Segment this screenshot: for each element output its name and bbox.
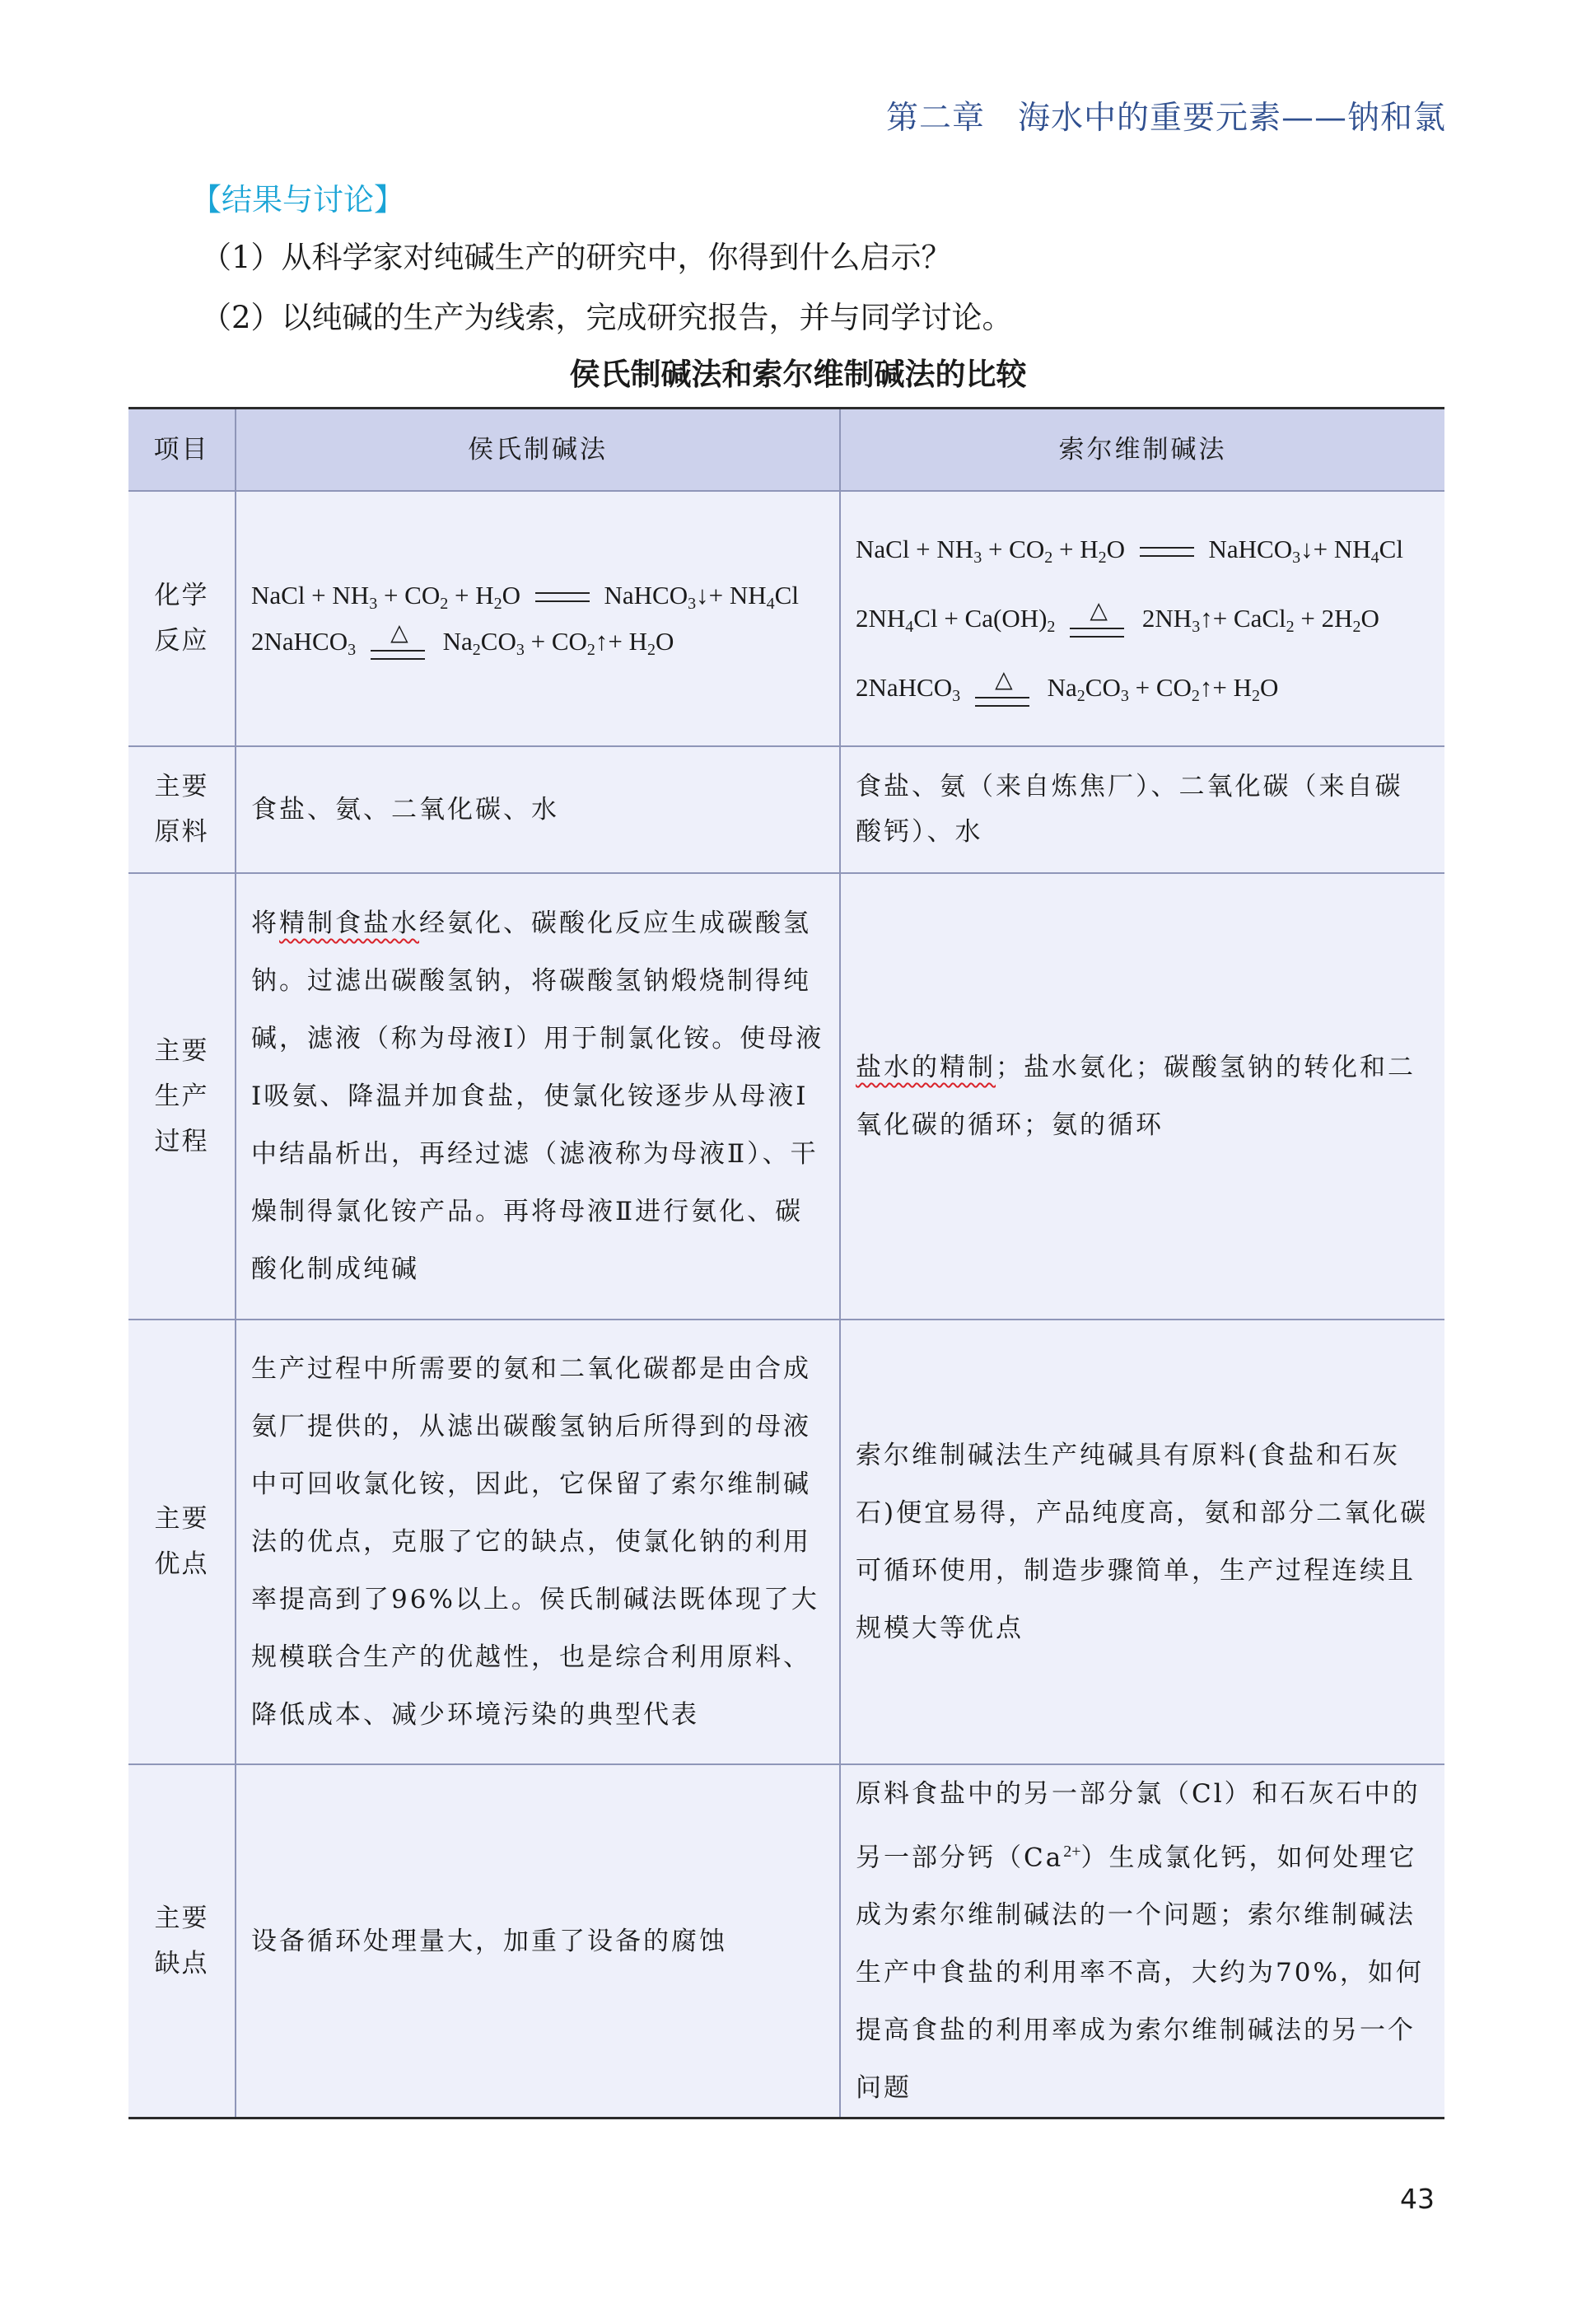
comparison-table: [128, 407, 1444, 2119]
table-row-process: [128, 873, 1444, 1320]
solvay-disadvantages: 原料食盐中的另一部分氯（Cl）和石灰石中的另一部分钙$(Ca^{2+})$生成氯化钙，如何处理它成为索尔维制碱法的一个问题；索尔维制碱法生产中食盐的利用率不高，大约为70%，如何提高食盐的利用率成为索尔维制碱法的另一个问题: [840, 1764, 1444, 2118]
table-row-advantages: [128, 1320, 1444, 1764]
table-header-row: [128, 409, 1444, 492]
column-header-hou: 侯氏制碱法: [236, 409, 840, 492]
hou-disadvantages: 设备循环处理量大，加重了设备的腐蚀: [236, 1764, 840, 2118]
table-row-disadvantages: [128, 1764, 1444, 2118]
row-label-advantages: 主要优点: [128, 1320, 236, 1764]
hou-process-underlined: 精制食盐水: [279, 909, 419, 938]
page-number: 43: [1400, 2183, 1435, 2215]
solvay-equation-3: 2NaHCO$_3$ △ $Na_2CO_3$ + $CO_2↑+ H_2O$: [856, 666, 1279, 705]
hou-equation-1: NaCl + $NH_3 + CO_2 + H_2O$ NaHCO$_3$↓+ $NH_4Cl$: [251, 580, 799, 613]
chapter-number: 第二章: [885, 100, 985, 137]
row-label-reaction: 化学反应: [128, 491, 236, 746]
hou-process: 将精制食盐水经氨化、碳酸化反应生成碳酸氢钠。过滤出碳酸氢钠，将碳酸氢钠煅烧制得纯碱，滤液（称为母液Ⅰ）用于制氯化铵。使母液Ⅰ吸氨、降温并加食盐，使氯化铵逐步从母液Ⅰ中结晶析出，再经过滤（滤液称为母液Ⅱ）、干燥制得氯化铵产品。再将母液Ⅱ进行氨化、碳酸化制成纯碱: [236, 873, 840, 1320]
row-label-process: 主要生产过程: [128, 873, 236, 1320]
hou-reactions: [236, 491, 840, 746]
solvay-process-underlined: 盐水的精制: [856, 1053, 996, 1082]
solvay-advantages: 索尔维制碱法生产纯碱具有原料(食盐和石灰石)便宜易得，产品纯度高，氨和部分二氧化碳可循环使用，制造步骤简单，生产过程连续且规模大等优点: [840, 1320, 1444, 1764]
hou-equation-2: 2NaHCO$_3$ △ $Na_2CO_3$ + $CO_2↑+ H_2O$: [251, 620, 674, 659]
chapter-title: 海水中的重要元素——钠和氯: [1017, 100, 1446, 137]
table-row-materials: [128, 746, 1444, 873]
table-row-reaction: [128, 491, 1444, 746]
solvay-process: 盐水的精制；盐水氨化；碳酸氢钠的转化和二氧化碳的循环；氨的循环: [840, 873, 1444, 1320]
row-label-materials: 主要原料: [128, 746, 236, 873]
hou-advantages: 生产过程中所需要的氨和二氧化碳都是由合成氨厂提供的，从滤出碳酸氢钠后所得到的母液中可回收氯化铵，因此，它保留了索尔维制碱法的优点，克服了它的缺点，使氯化钠的利用率提高到了96%以上。侯氏制碱法既体现了大规模联合生产的优越性，也是综合利用原料、降低成本、减少环境污染的典型代表: [236, 1320, 840, 1764]
row-label-disadvantages: 主要缺点: [128, 1764, 236, 2118]
solvay-materials: 食盐、氨（来自炼焦厂）、二氧化碳（来自碳酸钙）、水: [840, 746, 1444, 873]
solvay-equation-2: $2NH_4Cl + Ca(OH)_2$ △ $2NH_3↑+$ CaCl$_2$ + $2H_2O$: [856, 597, 1379, 636]
section-title: 【结果与讨论】: [191, 182, 404, 217]
chapter-header: [886, 92, 1446, 138]
solvay-reactions: [840, 491, 1444, 746]
solvay-equation-1: NaCl + $NH_3 + CO_2 + H_2O$ NaHCO$_3$↓+ $NH_4Cl$: [856, 535, 1403, 567]
column-header-item: 项目: [128, 409, 236, 492]
question-2: （2）以纯碱的生产为线索，完成研究报告，并与同学讨论。: [201, 300, 1013, 335]
hou-materials: 食盐、氨、二氧化碳、水: [236, 746, 840, 873]
column-header-solvay: 索尔维制碱法: [840, 409, 1444, 492]
table-title: 侯氏制碱法和索尔维制碱法的比较: [569, 357, 1027, 392]
question-1: （1）从科学家对纯碱生产的研究中，你得到什么启示？: [201, 240, 952, 275]
